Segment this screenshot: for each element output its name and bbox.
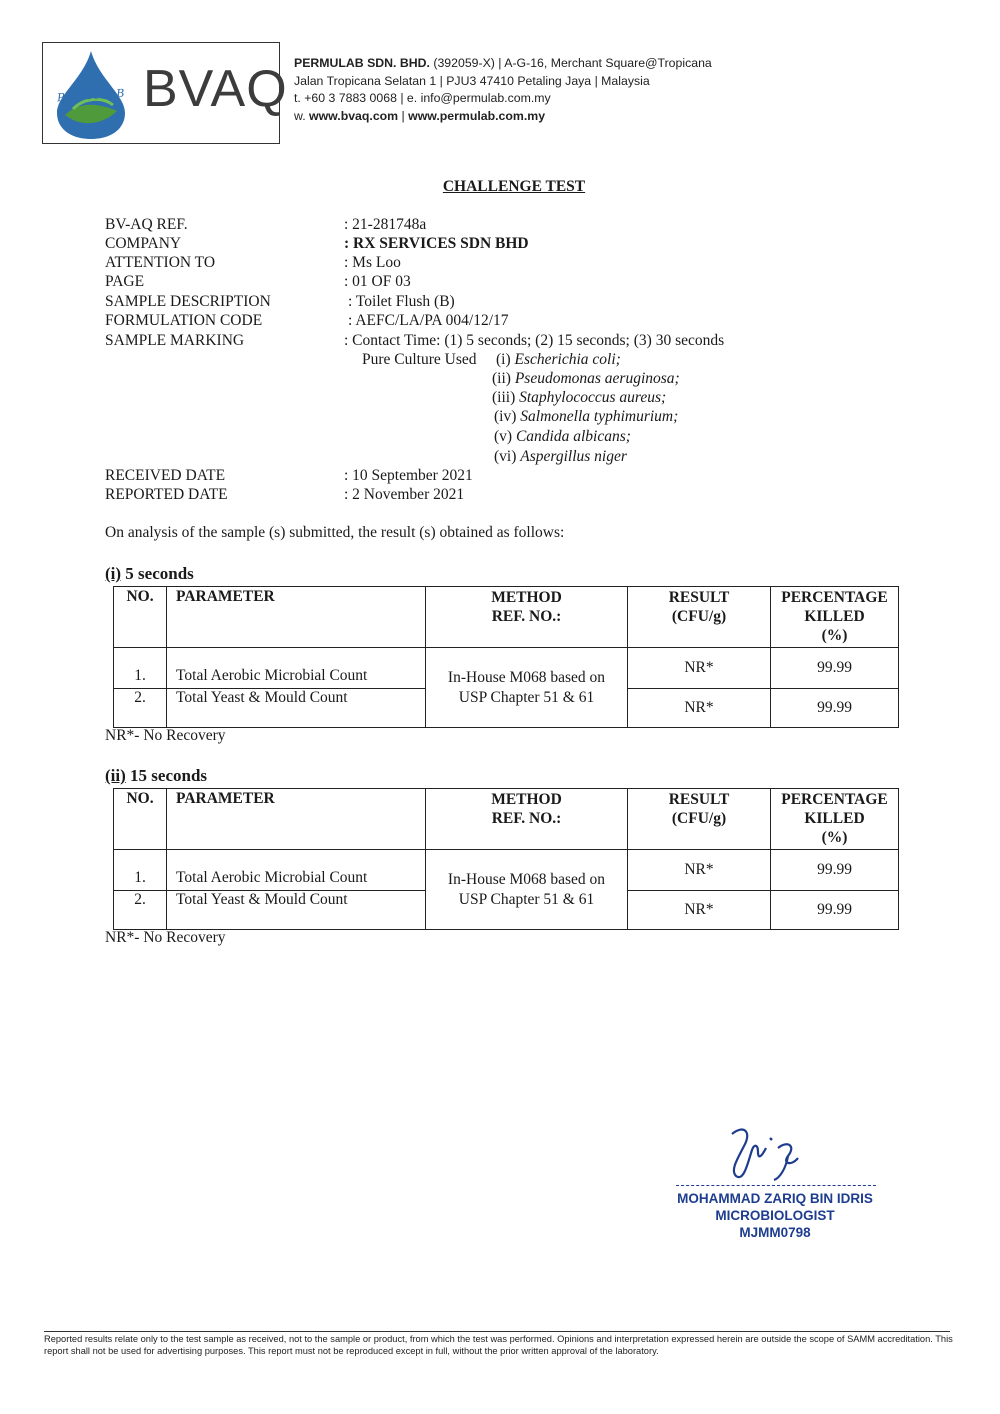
sample-value: : Toilet Flush (B) xyxy=(348,293,455,310)
culture-item: (v) Candida albicans; xyxy=(494,428,631,445)
company-label: COMPANY xyxy=(105,235,182,252)
signature-line xyxy=(676,1185,876,1186)
received-value: : 10 September 2021 xyxy=(344,467,473,484)
col-header-result: RESULT (CFU/g) xyxy=(628,789,771,850)
company-reg: (392059-X) | A-G-16, Merchant Square@Tropicana xyxy=(433,56,712,70)
attention-value: : Ms Loo xyxy=(344,254,401,271)
signatory-code: MJMM0798 xyxy=(739,1225,811,1240)
culture-item: (ii) Pseudomonas aeruginosa; xyxy=(492,370,680,387)
logo-script-text: PERMULAB xyxy=(56,86,125,105)
row-method: In-House M068 based on USP Chapter 51 & 61 xyxy=(426,850,628,930)
sample-label: SAMPLE DESCRIPTION xyxy=(105,293,271,310)
intro-text: On analysis of the sample (s) submitted, the result (s) obtained as follows: xyxy=(105,524,565,541)
col-header-parameter: PARAMETER xyxy=(167,789,426,850)
table-row xyxy=(114,850,899,891)
culture-item: (i) Escherichia coli; xyxy=(496,351,621,368)
marking-value: : Contact Time: (1) 5 seconds; (2) 15 seconds; (3) 30 seconds xyxy=(344,332,725,349)
contact-line: t. +60 3 7883 0068 | e. info@permulab.com.my xyxy=(294,91,551,105)
marking-label: SAMPLE MARKING xyxy=(105,332,245,349)
row-result: NR* xyxy=(628,850,771,891)
footnote: NR*- No Recovery xyxy=(105,727,226,744)
web-line: w. www.bvaq.com | www.permulab.com.my xyxy=(294,108,546,123)
col-header-percentage: PERCENTAGE KILLED (%) xyxy=(771,789,899,850)
results-table xyxy=(113,586,899,728)
signatory-role: MICROBIOLOGIST xyxy=(715,1208,835,1223)
company-name: PERMULAB SDN. BHD. xyxy=(294,56,430,70)
row-parameter: Total Aerobic Microbial Count xyxy=(167,648,426,689)
row-no: 2. xyxy=(114,689,167,728)
logo xyxy=(42,42,288,144)
row-no: 1. xyxy=(114,850,167,891)
footnote: NR*- No Recovery xyxy=(105,929,226,946)
section-title: (ii) 15 seconds xyxy=(105,766,208,785)
reported-value: : 2 November 2021 xyxy=(344,486,465,503)
web-link-bvaq[interactable]: www.bvaq.com xyxy=(309,108,399,123)
row-result: NR* xyxy=(628,689,771,728)
culture-item: (iii) Staphylococcus aureus; xyxy=(492,389,667,406)
logo-text: BVAQ xyxy=(143,60,288,118)
attention-label: ATTENTION TO xyxy=(105,254,216,271)
results-table xyxy=(113,788,899,930)
web-link-permulab[interactable]: www.permulab.com.my xyxy=(408,108,546,123)
row-parameter: Total Aerobic Microbial Count xyxy=(167,850,426,891)
ref-value: : 21-281748a xyxy=(344,216,427,233)
col-header-method: METHOD REF. NO.: xyxy=(426,789,628,850)
footer-disclaimer: Reported results relate only to the test sample as received, not to the sample or product, from which the test was performed. Opinions and interpretation expressed herein are outside the scope of SAMM accreditation. This report shall not be used for advertising purposes. This report must not be reproduced except in full, without the prior written approval of the laboratory. xyxy=(44,1334,953,1356)
reported-label: REPORTED DATE xyxy=(105,486,228,503)
address-line: Jalan Tropicana Selatan 1 | PJU3 47410 Petaling Jaya | Malaysia xyxy=(294,73,650,88)
row-percentage: 99.99 xyxy=(771,689,899,728)
formulation-value: : AEFC/LA/PA 004/12/17 xyxy=(348,312,509,329)
section-title: (i) 5 seconds xyxy=(105,564,194,583)
col-header-result: RESULT (CFU/g) xyxy=(628,587,771,648)
page-title: CHALLENGE TEST xyxy=(442,178,586,195)
company-value: : RX SERVICES SDN BHD xyxy=(344,235,529,252)
signatory-block xyxy=(640,1190,910,1241)
signature-mark xyxy=(722,1122,802,1184)
col-header-percentage: PERCENTAGE KILLED (%) xyxy=(771,587,899,648)
table-row xyxy=(114,648,899,689)
page-value: : 01 OF 03 xyxy=(344,273,411,290)
col-header-parameter: PARAMETER xyxy=(167,587,426,648)
row-method: In-House M068 based on USP Chapter 51 & 61 xyxy=(426,648,628,728)
signatory-name: MOHAMMAD ZARIQ BIN IDRIS xyxy=(677,1191,873,1206)
row-percentage: 99.99 xyxy=(771,850,899,891)
col-header-no: NO. xyxy=(114,587,167,648)
row-parameter: Total Yeast & Mould Count xyxy=(167,689,426,728)
col-header-method: METHOD REF. NO.: xyxy=(426,587,628,648)
row-percentage: 99.99 xyxy=(771,648,899,689)
row-result: NR* xyxy=(628,648,771,689)
row-no: 1. xyxy=(114,648,167,689)
col-header-no: NO. xyxy=(114,789,167,850)
formulation-label: FORMULATION CODE xyxy=(105,312,263,329)
page-label: PAGE xyxy=(105,273,145,290)
row-no: 2. xyxy=(114,891,167,930)
row-parameter: Total Yeast & Mould Count xyxy=(167,891,426,930)
culture-label: Pure Culture Used xyxy=(362,351,477,368)
culture-item: (iv) Salmonella typhimurium; xyxy=(494,408,679,425)
row-percentage: 99.99 xyxy=(771,891,899,930)
row-result: NR* xyxy=(628,891,771,930)
culture-item: (vi) Aspergillus niger xyxy=(494,448,627,465)
company-header xyxy=(294,55,712,125)
footer-divider xyxy=(44,1331,950,1332)
ref-label: BV-AQ REF. xyxy=(105,216,188,233)
received-label: RECEIVED DATE xyxy=(105,467,226,484)
